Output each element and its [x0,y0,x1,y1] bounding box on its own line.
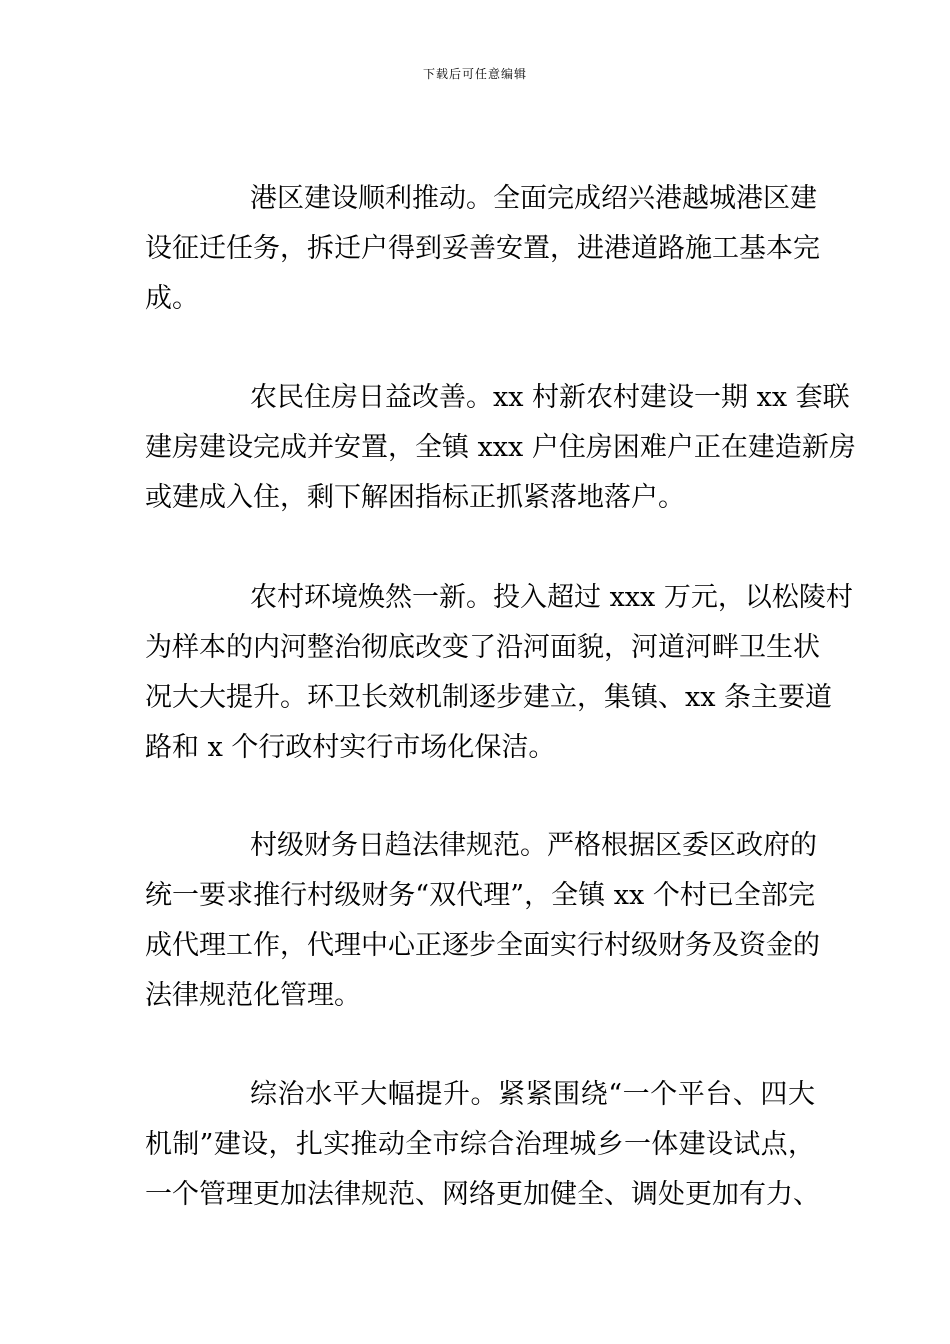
paragraph-line: 农村环境焕然一新。投入超过 xxx 万元，以松陵村 [250,582,853,613]
paragraph-port-construction [145,174,820,324]
paragraph-line: 村级财务日趋法律规范。严格根据区委区政府的 [250,830,817,861]
paragraph-line: 成代理工作，代理中心正逐步全面实行村级财务及资金的 [145,930,820,961]
paragraph-line: 为样本的内河整治彻底改变了沿河面貌，河道河畔卫生状 [145,632,820,663]
paragraph-line: 一个管理更加法律规范、网络更加健全、调处更加有力、 [145,1179,820,1210]
paragraph-line: 设征迁任务，拆迁户得到妥善安置，进港道路施工基本完 [145,233,820,264]
paragraph-rural-environment [145,573,853,773]
paragraph-line: 况大大提升。环卫长效机制逐步建立，集镇、xx 条主要道 [145,682,833,713]
paragraph-line: 法律规范化管理。 [145,980,361,1011]
paragraph-line: 建房建设完成并安置，全镇 xxx 户住房困难户正在建造新房 [145,432,856,463]
paragraph-line: 综治水平大幅提升。紧紧围绕“一个平台、四大 [250,1079,815,1110]
paragraph-line: 农民住房日益改善。xx 村新农村建设一期 xx 套联 [250,382,850,413]
paragraph-line: 或建成入住，剩下解困指标正抓紧落地落户。 [145,482,685,513]
paragraph-line: 成。 [145,283,199,314]
page-header: 下载后可任意编辑 [422,67,527,81]
paragraph-line: 路和 x 个行政村实行市场化保洁。 [145,732,556,763]
paragraph-line: 机制”建设，扎实推动全市综合治理城乡一体建设试点， [145,1129,815,1160]
paragraph-comprehensive-governance [145,1070,820,1220]
paragraph-line: 统一要求推行村级财务“双代理”，全镇 xx 个村已全部完 [145,880,815,911]
paragraph-village-finance [145,821,820,1021]
paragraph-line: 港区建设顺利推动。全面完成绍兴港越城港区建 [250,183,817,214]
paragraph-farmer-housing [145,373,856,523]
